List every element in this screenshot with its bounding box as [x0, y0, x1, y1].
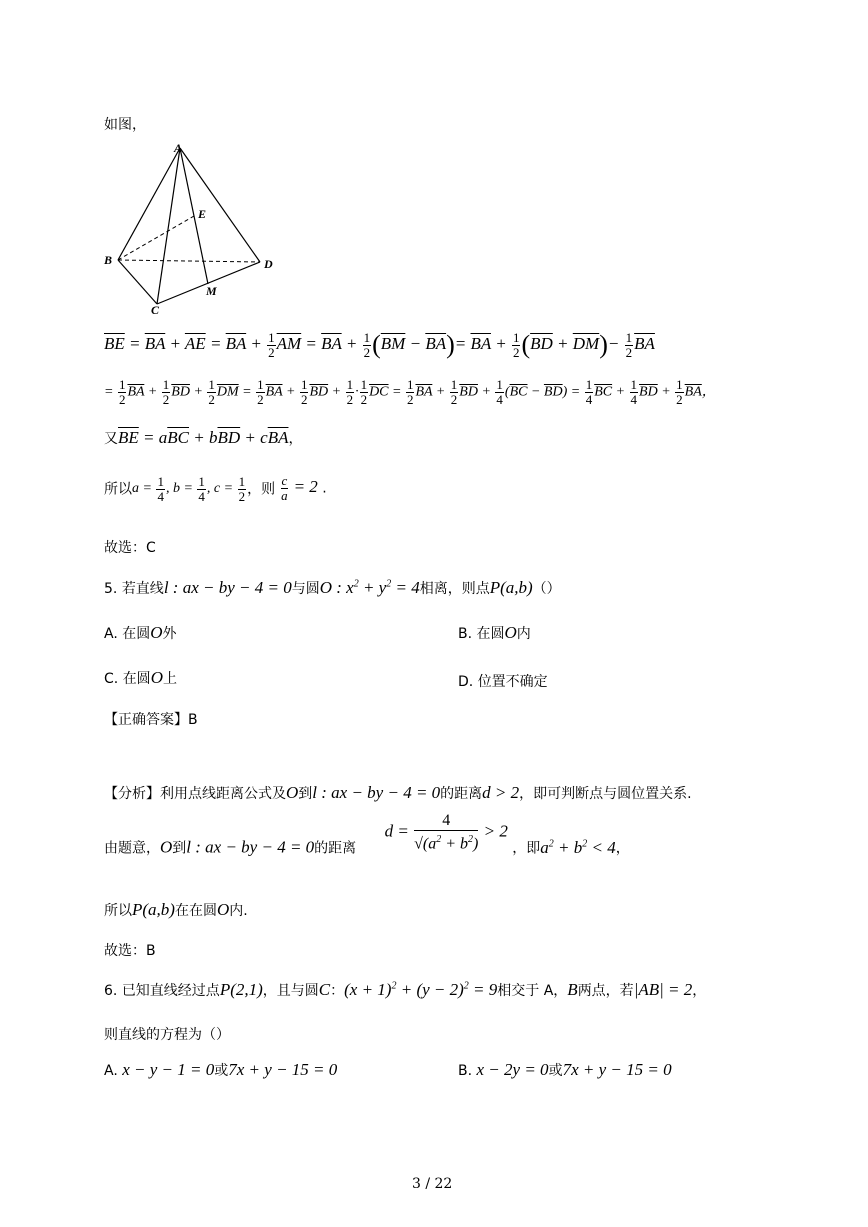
label-M: M [206, 284, 217, 298]
label-D: D [264, 257, 273, 271]
q5-number: 5. [104, 581, 118, 597]
q6-option-a: A. x − y − 1 = 0或7x + y − 15 = 0 [104, 1060, 338, 1079]
analysis-label: 【分析】 [104, 786, 160, 802]
label-E: E [198, 207, 207, 221]
q5-option-a: A. 在圆O外 [104, 623, 177, 642]
page-number: 3 / 22 [412, 1176, 453, 1192]
q6-option-b: B. x − 2y = 0或7x + y − 15 = 0 [458, 1060, 672, 1079]
q5-option-d: D. 位置不确定 [458, 674, 548, 690]
q5-stem: 5. 若直线l : ax − by − 4 = 0与圆O : $x^2 + y^2 = 4$相离，则点P(a,b)（） [104, 578, 561, 597]
q5-solution-line-2: 所以P(a,b)在在圆O内. [104, 900, 248, 919]
q5-analysis: 【分析】利用点线距离公式及O到l : ax − by − 4 = 0的距离d > 2，即可判断点与圆位置关系. [104, 783, 692, 802]
derivation-line-2: = $\frac{1}{2}$ $\overline{BA}$ + $\frac{1}{2}$ $\overline{BD}$ + $\frac{1}{2}$ $\overline{DM}$ = $\frac{1}{2}$ $\overline{BA}$ + $\frac{1}{2}$ $\overline{BD}$ + $\frac{1}{2}$ · $\frac{1}{2}$ $\overline{DC}$ = $\frac{1}{2}$ $\overline{BA}$ + $\frac{1}{2}$ $\overline{BD}$ + $\frac{1}{4}$ $(\overline{BC} - \overline{BD})$ = $\frac{1}{4}$ $\overline{BC}$ + $\frac{1}{4}$ $\overline{BD}$ + $\frac{1}{2}$ $\overline{BA}$， [104, 377, 716, 407]
label-C: C [151, 303, 160, 317]
q5-option-b: B. 在圆O内 [458, 623, 531, 642]
derivation-line-3: 又$\overline{BE} = a\overline{BC} + b\overline{BD} + c\overline{BA}$， [104, 428, 303, 447]
q6-stem-line-1: 6. 已知直线经过点P(2,1)，且与圆C：$(x + 1)^2 + (y - 2)^2 = 9$相交于 A，B两点，若|AB| = 2， [104, 980, 707, 999]
derivation-line-4-prefix: 所以 [104, 481, 132, 498]
derivation-line-1: $\overline{BE} = \overline{BA} + \overline{AE} = \overline{BA}$ + $\frac{1}{2}$ $\overline{AM} = \overline{BA}$ + $\frac{1}{2}$ $(\overline{BM} - \overline{BA})= \overline{BA}$ + $\frac{1}{2}$ $(\overline{BD} + \overline{DM})-$ $\frac{1}{2}$ $\overline{BA}$ [104, 329, 655, 360]
derivation-line-4: 所以a = $\frac{1}{4}$ , b = $\frac{1}{4}$ , c = $\frac{1}{2}$ ，则 $\frac{c}{a}$ = 2 . [104, 473, 327, 504]
q6-number: 6. [104, 983, 118, 999]
q5-option-c: C. 在圆O上 [104, 668, 177, 687]
tetrahedron-figure [100, 138, 290, 318]
q5-solution-line-1: 由题意，O到l : ax − by − 4 = 0的距离 d = $\frac{4}{√(a^2 + b^2)}$ > 2 ，即$a^2 + b^2 < 4$， [104, 812, 630, 857]
answer-q4: 故选：C [104, 540, 156, 556]
q6-stem-line-2: 则直线的方程为（） [104, 1027, 230, 1043]
label-A: A [174, 141, 183, 155]
label-B: B [104, 253, 113, 267]
q5-correct-answer: 【正确答案】B [104, 712, 198, 728]
answer-q5: 故选：B [104, 943, 156, 959]
intro-text: 如图， [104, 117, 146, 133]
derivation-line-3-prefix: 又 [104, 431, 118, 447]
